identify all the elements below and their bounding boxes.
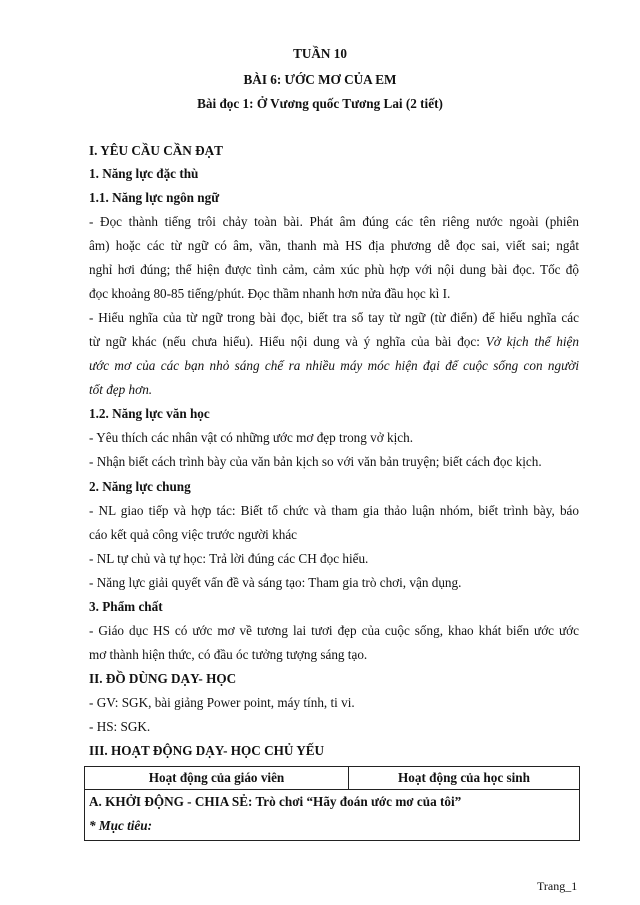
reading-title: Bài đọc 1: Ở Vương quốc Tương Lai (2 tiết)	[197, 96, 443, 111]
paragraph-line: cáo kết quả công việc trước người khác	[89, 527, 298, 542]
paragraph-line: - Năng lực giải quyết vấn đề và sáng tạo: Tham gia trò chơi, vận dụng.	[89, 575, 462, 590]
paragraph-line: - NL giao tiếp và hợp tác: Biết tổ chức và tham gia thảo luận nhóm, biết trình bày, báo	[89, 503, 579, 518]
paragraph-line: âm) hoặc các từ ngữ có âm, vần, thanh mà HS địa phương dễ đọc sai, viết sai; ngắt	[89, 238, 579, 253]
subheading-language-competence: 1.1. Năng lực ngôn ngữ	[89, 190, 220, 205]
activities-table	[84, 766, 580, 841]
paragraph-line: mơ thành hiện thức, có đầu óc tưởng tượng sáng tạo.	[89, 647, 368, 662]
paragraph-line: - Nhận biết cách trình bày của văn bản kịch so với văn bản truyện; biết cách đọc kịch.	[89, 454, 542, 469]
week-heading: TUẦN 10	[293, 46, 347, 61]
table-header-teacher: Hoạt động của giáo viên	[85, 767, 349, 790]
paragraph-line: - Đọc thành tiếng trôi chảy toàn bài. Phát âm đúng các tên riêng nước ngoài (phiên	[89, 214, 579, 229]
subheading-qualities: 3. Phẩm chất	[89, 599, 163, 614]
paragraph-line: - GV: SGK, bài giảng Power point, máy tính, ti vi.	[89, 695, 355, 710]
paragraph-italic-text: Vở kịch thể hiện	[485, 334, 579, 349]
table-row	[85, 790, 580, 841]
lesson-title: BÀI 6: ƯỚC MƠ CỦA EM	[243, 72, 397, 87]
section-3-title: III. HOẠT ĐỘNG DẠY- HỌC CHỦ YẾU	[89, 743, 325, 758]
paragraph-line	[89, 334, 579, 350]
paragraph-line: - HS: SGK.	[89, 719, 151, 734]
paragraph-line: nghỉ hơi đúng; thể hiện được tình cảm, cảm xúc phù hợp với nội dung bài đọc. Tốc độ	[89, 262, 579, 277]
table-header-student: Hoạt động của học sinh	[349, 767, 580, 790]
table-header-row	[85, 767, 580, 790]
paragraph-line: - Yêu thích các nhân vật có những ước mơ đẹp trong vở kịch.	[89, 430, 414, 445]
paragraph-line: - NL tự chủ và tự học: Trả lời đúng các CH đọc hiểu.	[89, 551, 369, 566]
section-2-title: II. ĐỒ DÙNG DẠY- HỌC	[89, 671, 237, 686]
activity-a-title: A. KHỞI ĐỘNG - CHIA SẺ: Trò chơi “Hãy đoán ước mơ của tôi”	[89, 794, 462, 809]
objective-label: * Mục tiêu:	[89, 818, 153, 833]
paragraph-line: - Hiểu nghĩa của từ ngữ trong bài đọc, biết tra sổ tay từ ngữ (từ điển) để hiểu nghĩa các	[89, 310, 579, 325]
paragraph-line: đọc khoảng 80-85 tiếng/phút. Đọc thầm nhanh hơn nửa đầu học kì I.	[89, 286, 451, 301]
paragraph-text: từ ngữ khác (nếu chưa hiểu). Hiểu nội dung và ý nghĩa của bài đọc:	[89, 334, 486, 349]
paragraph-italic-line: ước mơ của các bạn nhỏ sáng chế ra nhiều máy móc hiện đại để cuộc sống con người	[89, 358, 579, 373]
activity-cell	[85, 790, 580, 841]
subheading-specific-competence: 1. Năng lực đặc thù	[89, 166, 199, 181]
subheading-general-competence: 2. Năng lực chung	[89, 479, 191, 494]
page-number: Trang_1	[537, 879, 578, 893]
paragraph-line: - Giáo dục HS có ước mơ về tương lai tươi đẹp của cuộc sống, khao khát biến ước ước	[89, 623, 579, 638]
section-1-title: I. YÊU CẦU CẦN ĐẠT	[89, 143, 223, 158]
subheading-literary-competence: 1.2. Năng lực văn học	[89, 406, 210, 421]
paragraph-italic-line: tốt đẹp hơn.	[89, 382, 153, 397]
